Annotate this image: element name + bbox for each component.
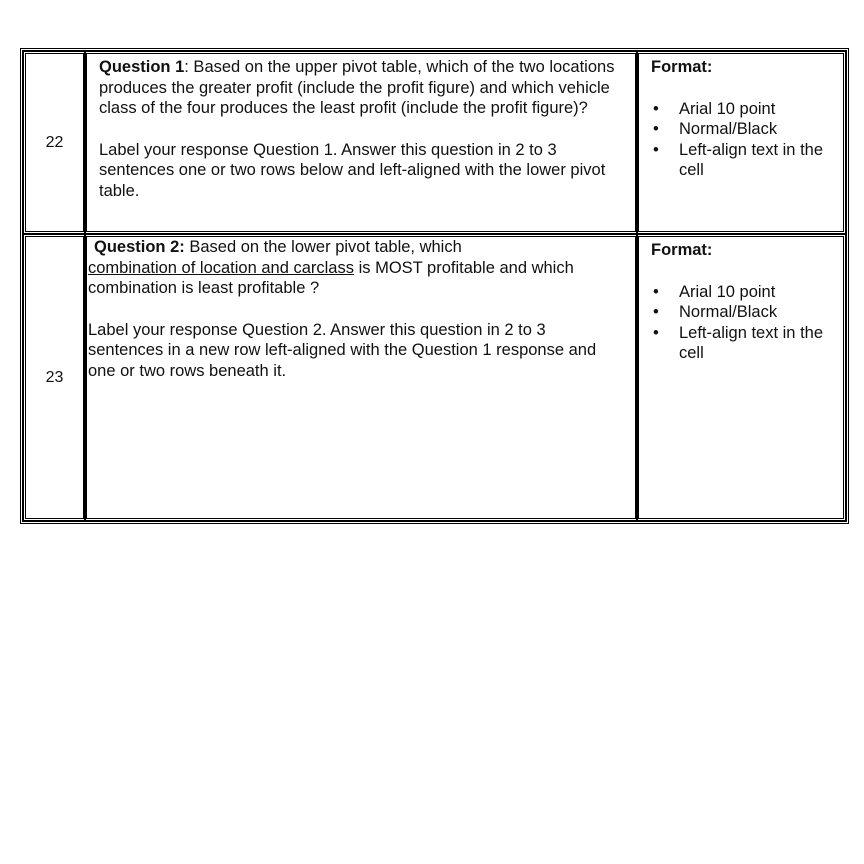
format-item: • Normal/Black — [651, 119, 843, 140]
format-item: • Arial 10 point — [651, 282, 843, 303]
question-instruction: Label your response Question 1. Answer this question in 2 to 3 sentences one or two rows below and left-aligned with the lower pivot table. — [99, 140, 606, 200]
format-title: Format: — [651, 58, 713, 76]
question-cell — [84, 234, 638, 521]
format-cell — [636, 234, 846, 521]
instruction-table — [20, 48, 849, 524]
row-number-cell — [23, 51, 86, 234]
row-number: 22 — [45, 133, 64, 151]
question-instruction: Label your response Question 2. Answer this question in 2 to 3 sentences in a new row left-aligned with the Question 1 response and one or two rows beneath it. — [88, 320, 597, 380]
format-cell — [636, 51, 846, 234]
question-label: Question 1 — [99, 58, 185, 76]
format-item: • Left-align text in the cell — [651, 323, 843, 364]
question-text: Question 2: Based on the lower pivot table, which combination of location and carclass is MOST profitable and which combination is least profitable ? — [88, 238, 574, 297]
question-label: Question 2: — [94, 238, 185, 256]
row-number: 23 — [45, 368, 64, 386]
format-title: Format: — [651, 241, 713, 259]
format-item: • Arial 10 point — [651, 99, 843, 120]
format-list — [651, 99, 843, 181]
format-item: • Left-align text in the cell — [651, 140, 843, 181]
format-item: • Normal/Black — [651, 302, 843, 323]
question-cell — [84, 51, 638, 234]
row-number-cell — [23, 234, 86, 521]
format-list — [651, 282, 843, 364]
question-text: Question 1: Based on the upper pivot table, which of the two locations produces the greater profit (include the profit figure) and which vehicle class of the four produces the least profit (include the profit figure)? — [99, 58, 615, 117]
